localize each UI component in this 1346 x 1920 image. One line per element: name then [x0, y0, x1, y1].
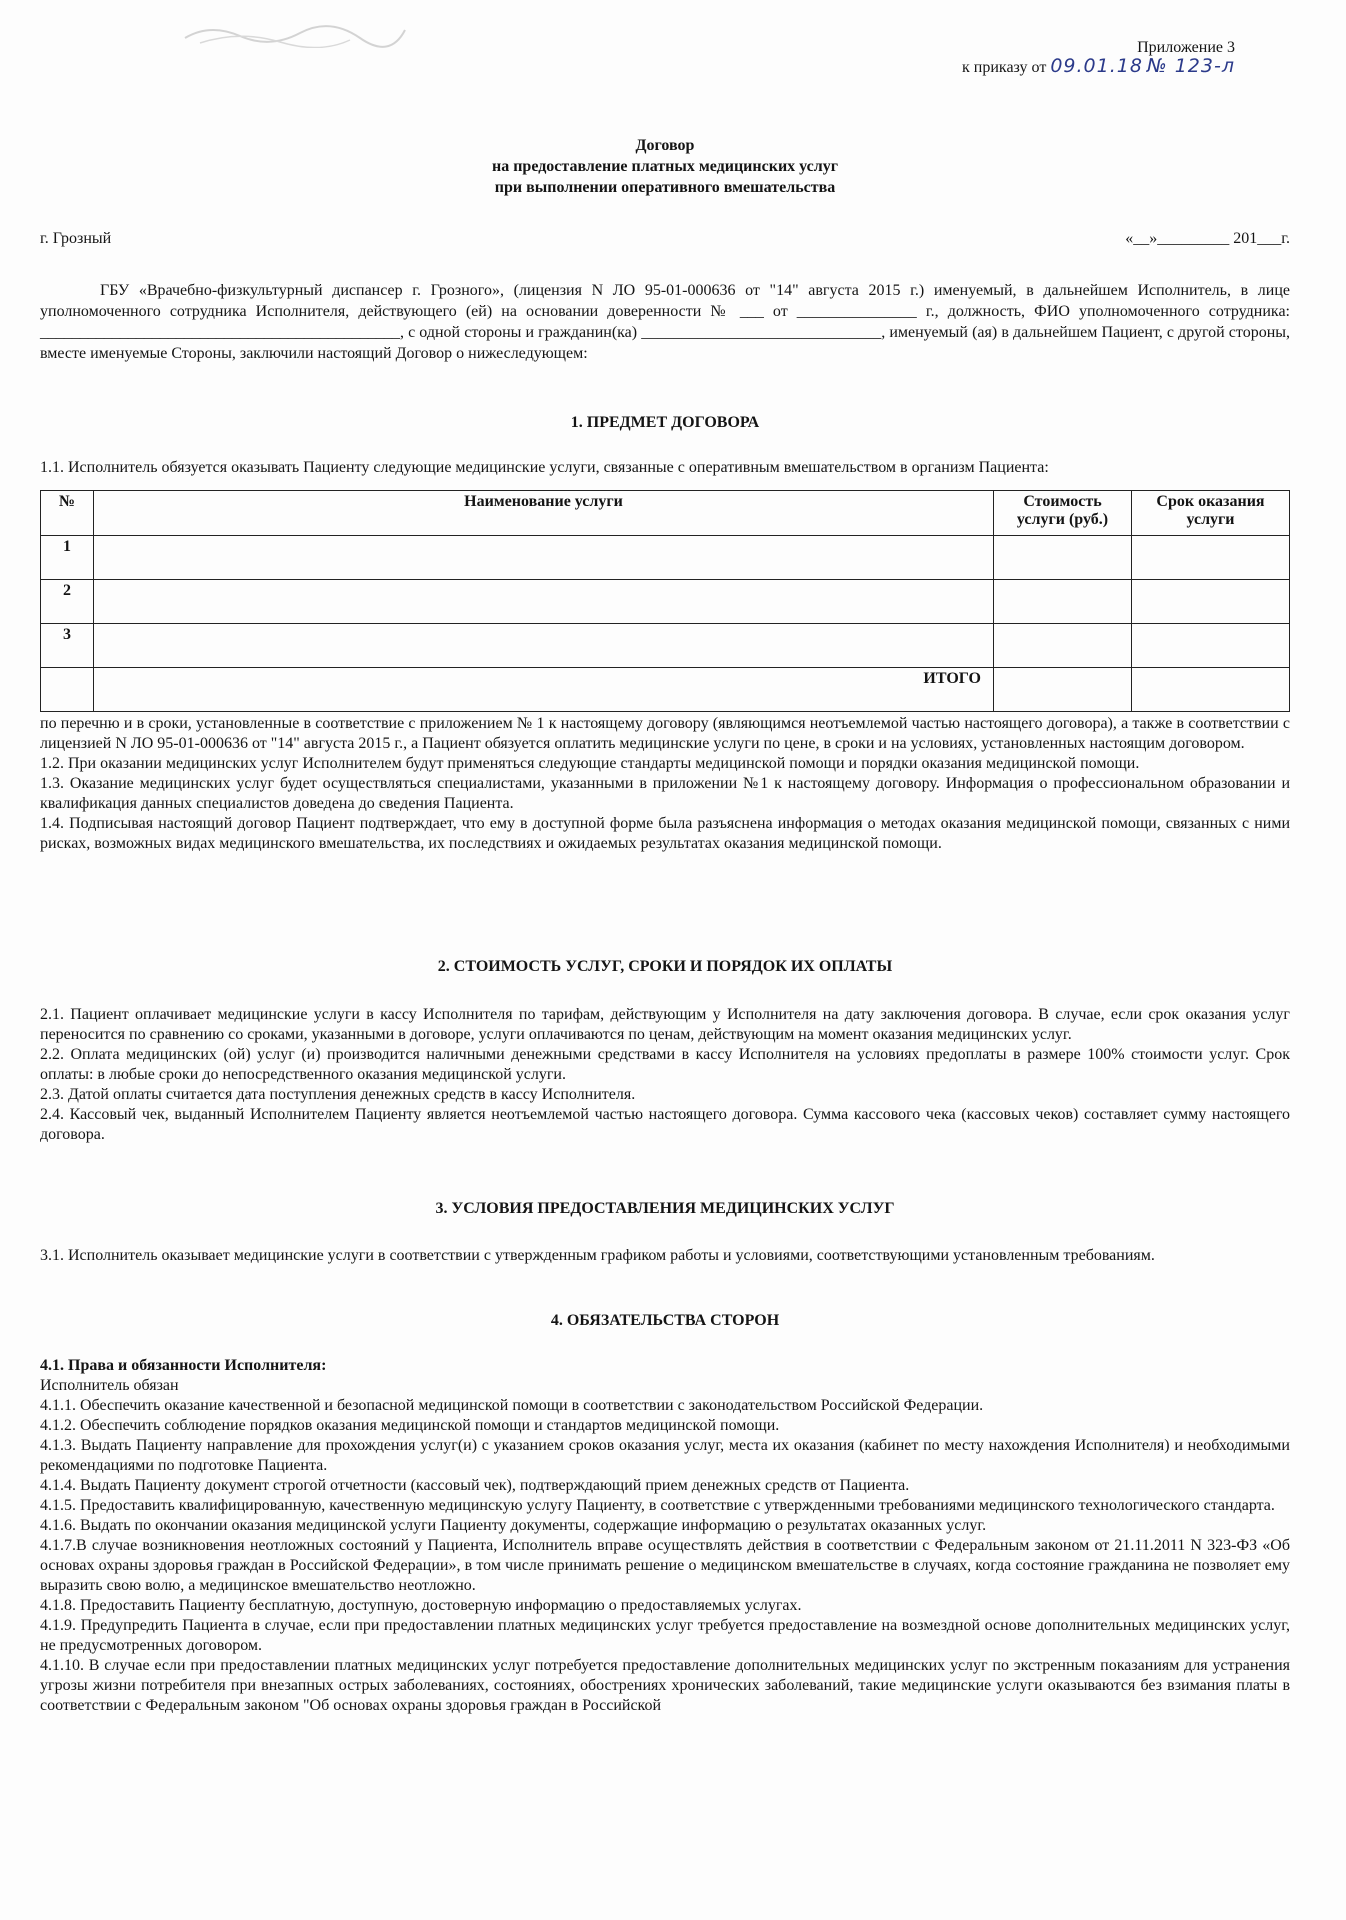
- clause-3-1: 3.1. Исполнитель оказывает медицинские услуги в соответствии с утвержденным графиком работы и условиями, соответствующими установленным требованиям.: [40, 1247, 1155, 1264]
- table-total-row: [41, 668, 1290, 712]
- title-line3: при выполнении оперативного вмешательства: [494, 179, 836, 196]
- preamble: [40, 280, 1290, 364]
- appendix-line2: [875, 57, 1235, 77]
- clause-4-1-9: 4.1.9. Предупредить Пациента в случае, если при предоставлении платных медицинских услуг требуется предоставление на возмездной основе дополнительных медицинских услуг, не предусмотренных договором.: [40, 1617, 1290, 1654]
- clause-1-4: 1.4. Подписывая настоящий договор Пациент подтверждает, что ему в доступной форме была разъяснена информация о методах оказания медицинской помощи, связанных с ними рисках, возможных видах медицинского вмешательства, их последствиях и ожидаемых результатах оказания медицинской помощи.: [40, 815, 1290, 852]
- col-term: Срок оказания услуги: [1132, 491, 1290, 536]
- clause-4-1-8: 4.1.8. Предоставить Пациенту бесплатную, доступную, достоверную информацию о предоставляемых услугах.: [40, 1597, 802, 1614]
- clause-4-1-10: 4.1.10. В случае если при предоставлении платных медицинских услуг потребуется предоставление дополнительных медицинских услуг по экстренным показаниям для устранения угрозы жизни потребителя при внезапных острых заболеваниях, состояниях, обострениях хронических заболеваний, такие медицинские услуги оказываются без взимания платы в соответствии с Федеральным законом "Об основах охраны здоровья граждан в Российской: [40, 1657, 1290, 1714]
- section1-intro: 1.1. Исполнитель обязуется оказывать Пациенту следующие медицинские услуги, связанные с оперативным вмешательством в организм Пациента:: [40, 459, 1049, 476]
- section1-body: [40, 714, 1290, 854]
- clause-4-1-3: 4.1.3. Выдать Пациенту направление для прохождения услуг(и) с указанием сроков оказания услуг, места их оказания (кабинет по месту нахождения Исполнителя) и необходимыми рекомендациями по подготовке Пациента.: [40, 1437, 1290, 1474]
- city: г. Грозный: [40, 230, 112, 247]
- col-price: Стоимость услуги (руб.): [994, 491, 1132, 536]
- section2-heading: 2. СТОИМОСТЬ УСЛУГ, СРОКИ И ПОРЯДОК ИХ ОПЛАТЫ: [437, 958, 893, 975]
- clause-4-1-4: 4.1.4. Выдать Пациенту документ строгой отчетности (кассовый чек), подтверждающий прием денежных средств от Пациента.: [40, 1477, 910, 1494]
- contract-date: «__»_________ 201___г.: [1125, 230, 1290, 247]
- section2-body: [40, 1005, 1290, 1145]
- title-line1: Договор: [635, 137, 695, 154]
- handwritten-date: 09.01.18: [1050, 55, 1143, 77]
- document-title: [40, 135, 1290, 198]
- section3-body: [40, 1246, 1290, 1266]
- table-row: 3: [41, 624, 1290, 668]
- col-name: Наименование услуги: [94, 491, 994, 536]
- clause-2-4: 2.4. Кассовый чек, выданный Исполнителем Пациенту является неотъемлемой частью настоящего договора. Сумма кассового чека (кассовых чеков) составляет сумму настоящего договора.: [40, 1106, 1290, 1143]
- obligation-lead: Исполнитель обязан: [40, 1377, 179, 1394]
- section4-heading: 4. ОБЯЗАТЕЛЬСТВА СТОРОН: [550, 1312, 780, 1329]
- clause-2-3: 2.3. Датой оплаты считается дата поступления денежных средств в кассу Исполнителя.: [40, 1086, 636, 1103]
- clause-2-1: 2.1. Пациент оплачивает медицинские услуги в кассу Исполнителя по тарифам, действующим у Исполнителя на дату заключения договора. В случае, если срок оказания услуг переносится по сравнению со сроками, указанными в договоре, услуги оплачиваются по ценам, действующим на момент оказания медицинских услуг.: [40, 1006, 1290, 1043]
- table-row: 2: [41, 580, 1290, 624]
- clause-4-1-6: 4.1.6. Выдать по окончании оказания медицинской услуги Пациенту документы, содержащие информацию о результатах оказанных услуг.: [40, 1517, 987, 1534]
- handwritten-order-number: № 123-л: [1146, 55, 1235, 77]
- clause-1-1-cont: по перечню и в сроки, установленные в соответствие с приложением № 1 к настоящему договору (являющимся неотъемлемой частью настоящего договора), а также в соответствии с лицензией N ЛО 95-01-000636 от "14" августа 2015 г., а Пациент обязуется оплатить медицинские услуги по цене, в сроки и на условиях, установленных настоящим договором.: [40, 715, 1290, 752]
- preamble-text: ГБУ «Врачебно-физкультурный диспансер г. Грозного», (лицензия N ЛО 95-01-000636 от "14" августа 2015 г.) именуемый, в дальнейшем Исполнитель, в лице уполномоченного сотрудника Исполнителя, действующего (ей) на основании доверенности № ___ от _______________ г., должность, ФИО уполномоченного сотрудника: _____________________________________________, с одной стороны и гражданин(ка) ______________________________, именуемый (ая) в дальнейшем Пациент, с другой стороны, вместе именуемые Стороны, заключили настоящий Договор о нижеследующем:: [40, 282, 1290, 362]
- appendix-prefix: к приказу от: [962, 59, 1047, 76]
- clause-1-2: 1.2. При оказании медицинских услуг Исполнителем будут применяться следующие стандарты медицинской помощи и порядки оказания медицинской помощи.: [40, 755, 1140, 772]
- section1-heading: 1. ПРЕДМЕТ ДОГОВОРА: [570, 414, 760, 431]
- clause-4-1-5: 4.1.5. Предоставить квалифицированную, качественную медицинскую услугу Пациенту, в соответствие с утвержденными требованиями медицинского технологического стандарта.: [40, 1497, 1275, 1514]
- clause-2-2: 2.2. Оплата медицинских (ой) услуг (и) производится наличными денежными средствами в кассу Исполнителя на условиях предоплаты в размере 100% стоимости услуг. Срок оплаты: в любые сроки до непосредственного оказания медицинской услуги.: [40, 1046, 1290, 1083]
- clause-4-1-2: 4.1.2. Обеспечить соблюдение порядков оказания медицинской помощи и стандартов медицинской помощи.: [40, 1417, 780, 1434]
- appendix-header: [875, 38, 1235, 77]
- faded-stamp-mark: [180, 18, 410, 48]
- clause-1-3: 1.3. Оказание медицинских услуг будет осуществляться специалистами, указанными в приложении №1 к настоящему договору. Информация о профессиональном образовании и квалификация данных специалистов доведена до сведения Пациента.: [40, 775, 1290, 812]
- clause-4-1-1: 4.1.1. Обеспечить оказание качественной и безопасной медицинской помощи в соответствии с законодательством Российской Федерации.: [40, 1397, 984, 1414]
- section3-heading: 3. УСЛОВИЯ ПРЕДОСТАВЛЕНИЯ МЕДИЦИНСКИХ УСЛУГ: [435, 1200, 895, 1217]
- clause-4-1-7: 4.1.7.В случае возникновения неотложных состояний у Пациента, Исполнитель вправе осуществлять действия в соответствии с Федеральным законом от 21.11.2011 N 323-ФЗ «Об основах охраны здоровья граждан в Российской Федерации», в том числе принимать решение о медицинском вмешательстве в случаях, когда состояние гражданина не позволяет ему выразить свою волю, а медицинское вмешательство неотложно.: [40, 1537, 1290, 1594]
- total-label: ИТОГО: [94, 668, 994, 712]
- section4-body: [40, 1356, 1290, 1716]
- services-table: [40, 490, 1290, 712]
- appendix-line1: Приложение 3: [1137, 39, 1235, 56]
- clause-4-1-heading: 4.1. Права и обязанности Исполнителя:: [40, 1357, 327, 1374]
- title-line2: на предоставление платных медицинских услуг: [491, 158, 839, 175]
- col-num: №: [41, 491, 94, 536]
- table-row: 1: [41, 536, 1290, 580]
